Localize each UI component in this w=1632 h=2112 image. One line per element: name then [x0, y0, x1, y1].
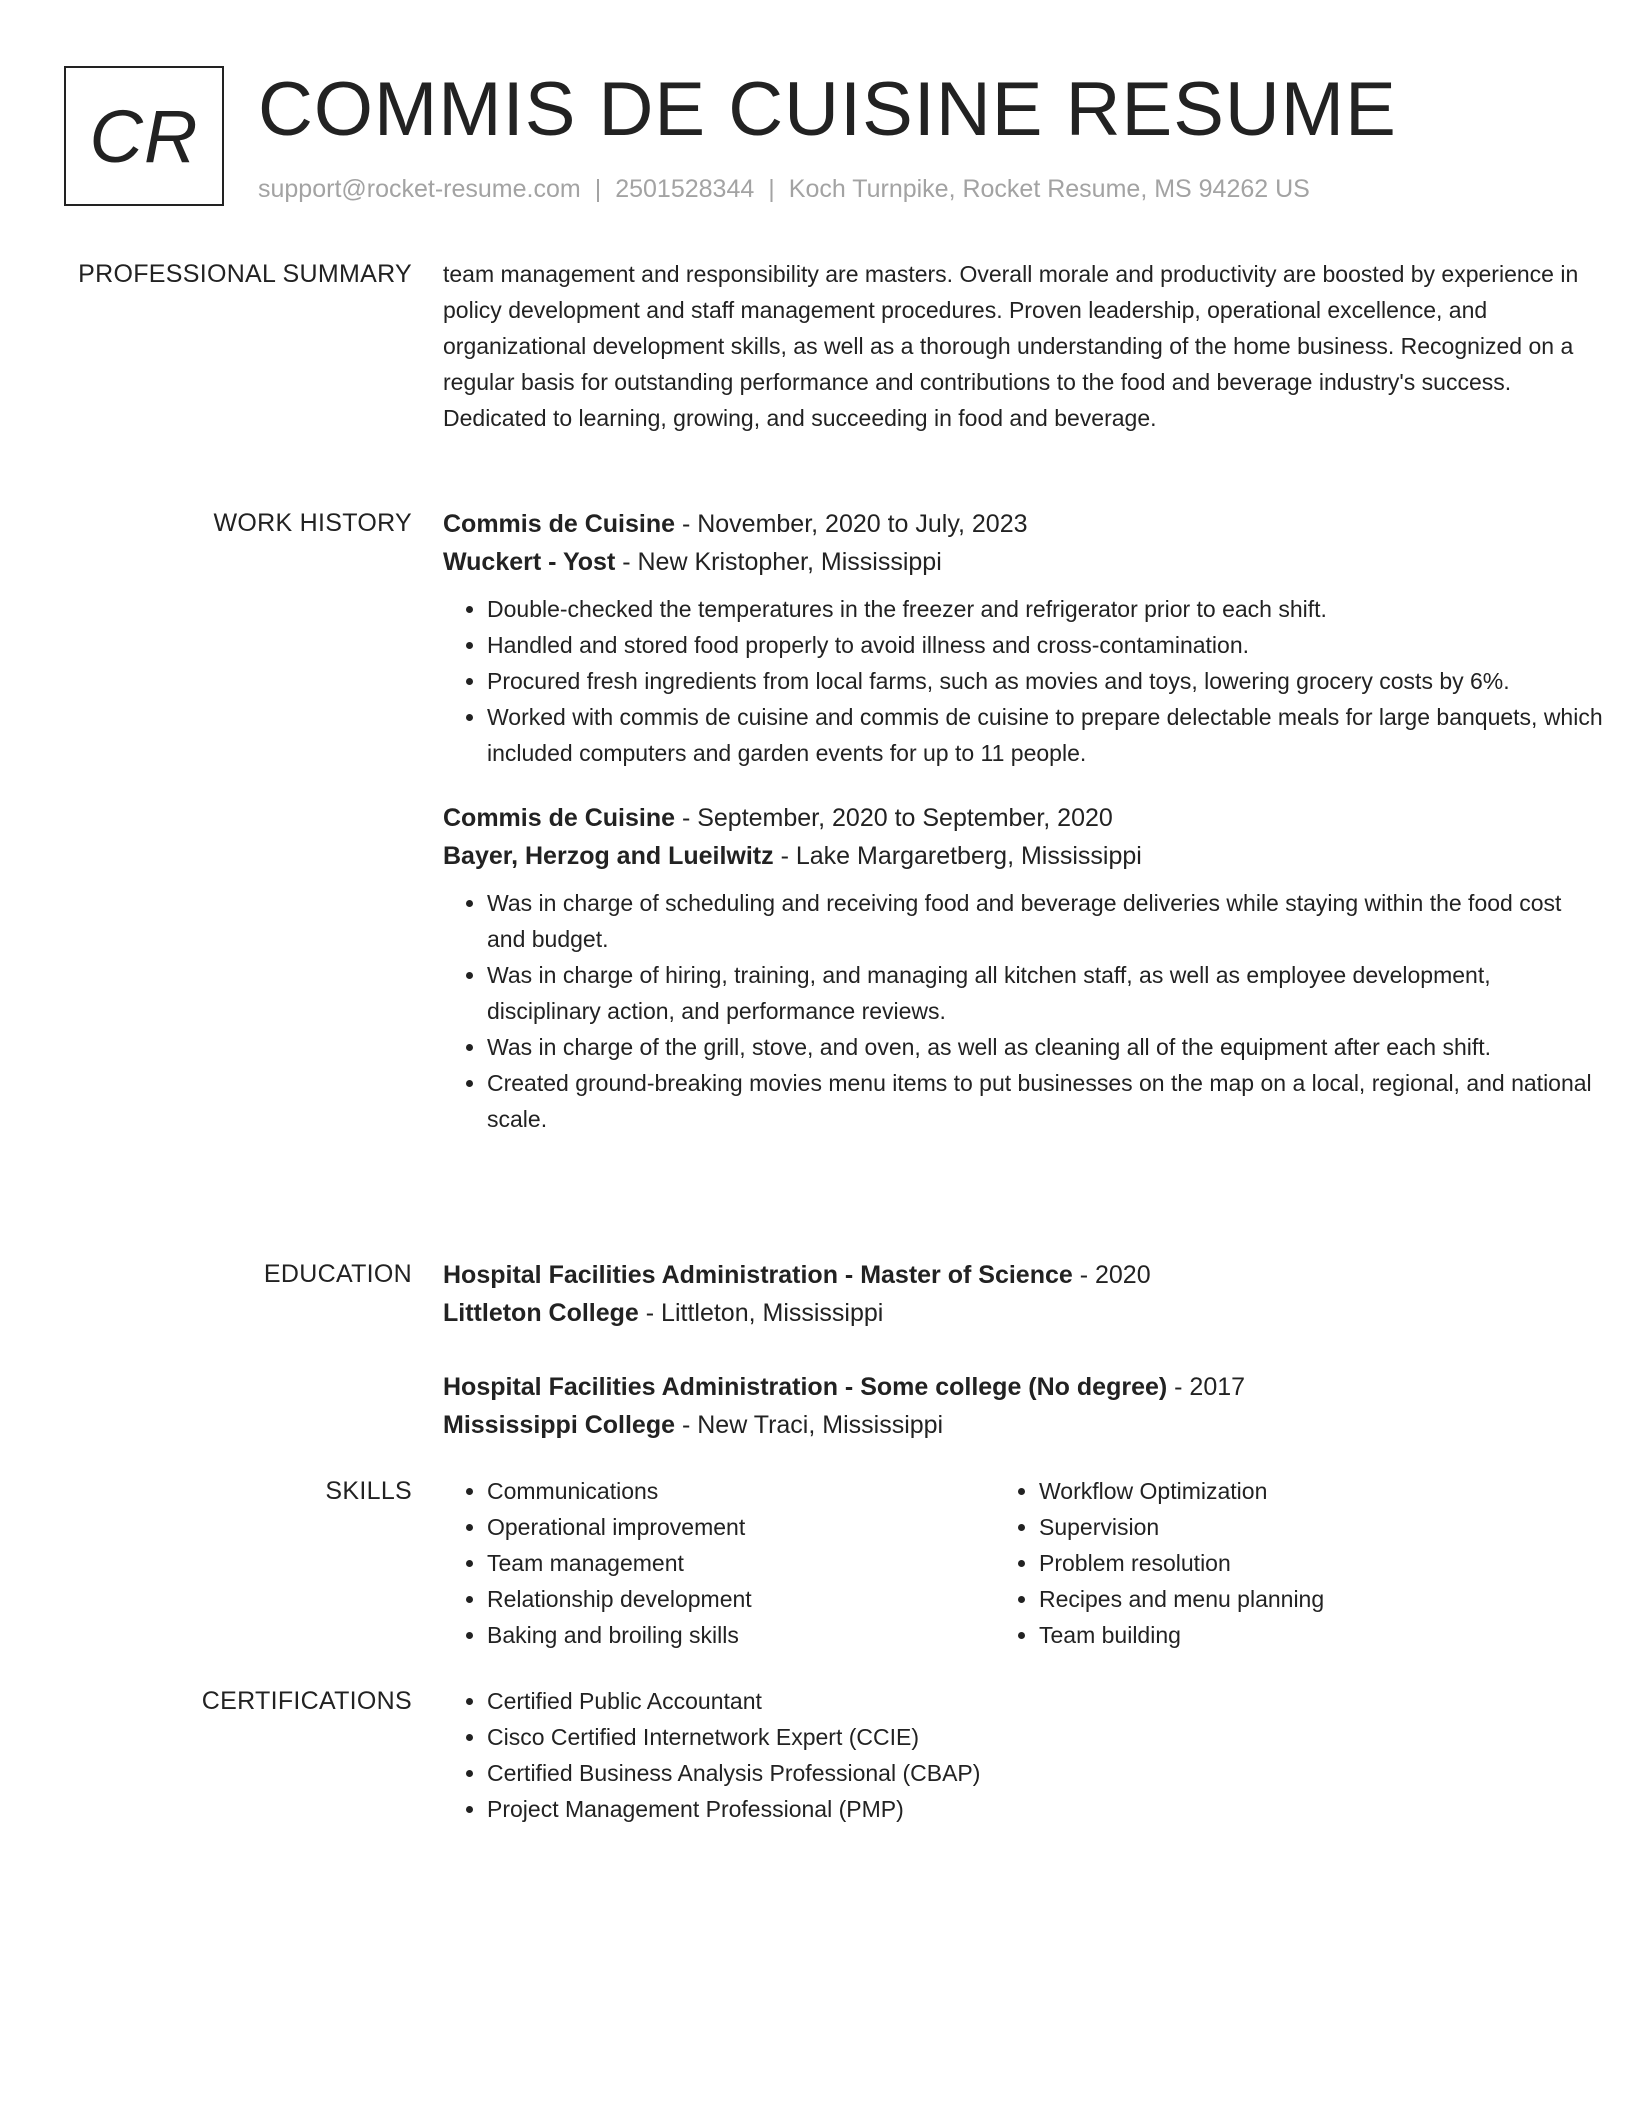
job-bullets — [443, 885, 1605, 1137]
education-degree: Hospital Facilities Administration - Some college (No degree) — [443, 1373, 1168, 1401]
job-title-line — [443, 799, 1605, 837]
skill-item: • Relationship development — [487, 1581, 987, 1617]
contact-address: Koch Turnpike, Rocket Resume, MS 94262 US — [788, 175, 1310, 203]
job-company-line — [443, 543, 1605, 581]
job-bullet: • Procured fresh ingredients from local farms, such as movies and toys, lowering grocery costs by 6%. — [487, 663, 1605, 699]
skill-item: • Operational improvement — [487, 1509, 987, 1545]
education-content — [443, 1256, 1605, 1480]
skill-item: • Recipes and menu planning — [1039, 1581, 1539, 1617]
education-school: Mississippi College — [443, 1411, 676, 1439]
section-label-summary: PROFESSIONAL SUMMARY — [78, 260, 412, 288]
job-bullet: • Was in charge of scheduling and receiving food and beverage deliveries while staying within the food cost and budget. — [487, 885, 1605, 957]
education-entry — [443, 1256, 1605, 1332]
education-school: Littleton College — [443, 1299, 639, 1327]
job-dates: - November, 2020 to July, 2023 — [675, 510, 1028, 538]
job-dates: - September, 2020 to September, 2020 — [675, 804, 1113, 832]
education-location: - Littleton, Mississippi — [638, 1299, 884, 1327]
job-entry — [443, 505, 1605, 771]
certification-item: • Certified Business Analysis Professional (CBAP) — [487, 1755, 1605, 1791]
job-bullet: • Was in charge of hiring, training, and managing all kitchen staff, as well as employee development, disciplinary action, and performance reviews. — [487, 957, 1605, 1029]
education-entry — [443, 1368, 1605, 1444]
section-label-work: WORK HISTORY — [213, 509, 412, 537]
contact-separator: | — [768, 175, 775, 203]
contact-phone[interactable]: 2501528344 — [615, 175, 755, 203]
skill-item: • Problem resolution — [1039, 1545, 1539, 1581]
job-title-line — [443, 505, 1605, 543]
job-company-line — [443, 837, 1605, 875]
job-title: Commis de Cuisine — [443, 510, 675, 538]
section-label-education: EDUCATION — [263, 1260, 412, 1288]
resume-header — [64, 64, 1568, 208]
skills-content — [443, 1473, 1605, 1653]
job-location: - Lake Margaretberg, Mississippi — [773, 842, 1142, 870]
summary-content — [443, 256, 1605, 436]
skills-list-right — [987, 1473, 1539, 1653]
skill-item: • Supervision — [1039, 1509, 1539, 1545]
certification-item: • Cisco Certified Internetwork Expert (CCIE) — [487, 1719, 1605, 1755]
contact-email[interactable]: support@rocket-resume.com — [258, 175, 581, 203]
summary-text: team management and responsibility are masters. Overall morale and productivity are boosted by experience in policy development and staff management procedures. Proven leadership, operational excellence, and organizational development skills, as well as a thorough understanding of the home business. Recognized on a regular basis for outstanding performance and contributions to the food and beverage industry's success. Dedicated to learning, growing, and succeeding in food and beverage. — [443, 261, 1579, 431]
work-content — [443, 505, 1605, 1165]
education-school-line — [443, 1406, 1605, 1444]
job-location: - New Kristopher, Mississippi — [615, 548, 942, 576]
job-bullet: • Worked with commis de cuisine and commis de cuisine to prepare delectable meals for large banquets, which included computers and garden events for up to 11 people. — [487, 699, 1605, 771]
skills-list-left — [443, 1473, 987, 1653]
education-school-line — [443, 1294, 1605, 1332]
education-year: - 2017 — [1167, 1373, 1246, 1401]
job-company: Wuckert - Yost — [443, 548, 616, 576]
contact-separator: | — [594, 175, 602, 203]
job-bullet: • Was in charge of the grill, stove, and oven, as well as cleaning all of the equipment after each shift. — [487, 1029, 1605, 1065]
skill-item: • Team building — [1039, 1617, 1539, 1653]
skill-item: • Team management — [487, 1545, 987, 1581]
section-label-certifications: CERTIFICATIONS — [201, 1687, 412, 1715]
contact-line — [258, 172, 1310, 206]
monogram: CR — [64, 66, 224, 206]
education-location: - New Traci, Mississippi — [675, 1411, 944, 1439]
section-label-skills: SKILLS — [325, 1477, 412, 1505]
skill-item: • Workflow Optimization — [1039, 1473, 1539, 1509]
education-degree-line — [443, 1256, 1605, 1294]
certification-item: • Certified Public Accountant — [487, 1683, 1605, 1719]
education-degree: Hospital Facilities Administration - Master of Science — [443, 1261, 1073, 1289]
job-entry — [443, 799, 1605, 1137]
skill-item: • Communications — [487, 1473, 987, 1509]
job-title: Commis de Cuisine — [443, 804, 675, 832]
education-degree-line — [443, 1368, 1605, 1406]
job-bullets — [443, 591, 1605, 771]
page-title: COMMIS DE CUISINE RESUME — [258, 67, 1397, 152]
job-bullet: • Double-checked the temperatures in the freezer and refrigerator prior to each shift. — [487, 591, 1605, 627]
job-company: Bayer, Herzog and Lueilwitz — [443, 842, 774, 870]
certifications-list — [443, 1683, 1605, 1827]
education-year: - 2020 — [1072, 1261, 1151, 1289]
certifications-content — [443, 1683, 1605, 1827]
job-bullet: • Handled and stored food properly to avoid illness and cross-contamination. — [487, 627, 1605, 663]
skill-item: • Baking and broiling skills — [487, 1617, 987, 1653]
job-bullet: • Created ground-breaking movies menu items to put businesses on the map on a local, regional, and national scale. — [487, 1065, 1605, 1137]
certification-item: • Project Management Professional (PMP) — [487, 1791, 1605, 1827]
